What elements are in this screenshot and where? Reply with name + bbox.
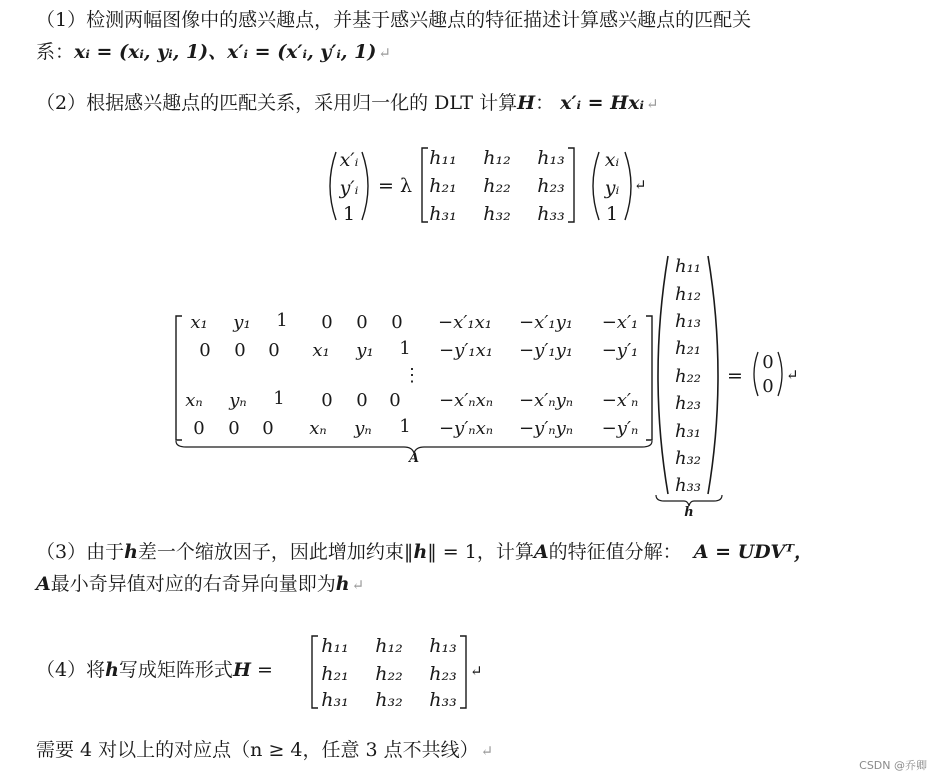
eq2-r2-c9: −y′₁ [601, 340, 639, 361]
eq1-eq: = λ [378, 175, 413, 197]
eq2-r3-c1: xₙ [185, 390, 203, 411]
step1-line2: 系：xᵢ = (xᵢ, yᵢ, 1)、x′ᵢ = (x′ᵢ, y′ᵢ, 1) ↵ [36, 41, 391, 63]
eq2-zero-right-paren [778, 352, 782, 396]
eq2-r4-c5: yₙ [354, 418, 372, 439]
eq1-return-mark: ↵ [634, 176, 647, 194]
eq1-matrix-right-bracket [568, 148, 574, 222]
eq2-r3-c9: −x′ₙ [601, 390, 639, 411]
eq3-m-21: h₂₁ [321, 663, 349, 685]
eq2-r2-c4: x₁ [312, 340, 330, 361]
eq2-r4-c4: xₙ [309, 418, 327, 439]
eq2-r3-c7: −x′ₙxₙ [438, 390, 494, 411]
eq1-m-13: h₁₃ [537, 147, 565, 169]
eq2-r2-c3: 0 [268, 340, 280, 361]
eq3-left-bracket [312, 636, 318, 708]
eq1-lhs-1: x′ᵢ [339, 149, 359, 171]
eq3-m-31: h₃₁ [321, 689, 349, 711]
eq3-m-32: h₃₂ [375, 689, 403, 711]
eq2-h-right-paren [708, 256, 718, 494]
eq2-r1-c3: 1 [276, 310, 288, 331]
eq2-r3-c2: yₙ [229, 390, 247, 411]
eq2-h-8: h₃₂ [674, 448, 702, 469]
eq2-r3-c4: 0 [321, 390, 333, 411]
eq2-h-1: h₁₁ [674, 256, 702, 277]
step3-line1: （3）由于h差一个缩放因子，因此增加约束‖h‖ = 1，计算A的特征值分解： A = UDVᵀ， [36, 541, 813, 563]
eq2-h-5: h₂₂ [674, 366, 702, 387]
eq2-r4-c6: 1 [399, 416, 411, 437]
eq1-m-23: h₂₃ [537, 175, 565, 197]
eq2-r4-c8: −y′ₙyₙ [518, 418, 574, 439]
eq2-h-6: h₂₃ [674, 393, 702, 414]
step1-line1: （1）检测两幅图像中的感兴趣点，并基于感兴趣点的特征描述计算感兴趣点的匹配关 [36, 9, 752, 31]
eq2-r3-c5: 0 [356, 390, 368, 411]
eq2-r1-c2: y₁ [233, 312, 251, 333]
eq3-m-13: h₁₃ [429, 635, 457, 657]
eq2-return-mark: ↵ [786, 366, 799, 384]
eq2-r4-c2: 0 [228, 418, 240, 439]
eq2-matrix-right-bracket [646, 316, 652, 440]
requirement-note: 需要 4 对以上的对应点（n ≥ 4，任意 3 点不共线） ↵ [36, 739, 494, 761]
eq1-m-11: h₁₁ [429, 147, 457, 169]
eq1-m-33: h₃₃ [537, 203, 565, 225]
eq2-vdots: ⋮ [403, 365, 421, 386]
eq2-matrix-left-bracket [176, 316, 182, 440]
eq2-r4-c7: −y′ₙxₙ [438, 418, 494, 439]
eq3-m-11: h₁₁ [321, 635, 349, 657]
eq3-m-22: h₂₂ [375, 663, 403, 685]
eq2-r2-c7: −y′₁x₁ [439, 340, 493, 361]
eq2-h-left-paren [658, 256, 668, 494]
eq2-r4-c3: 0 [262, 418, 274, 439]
csdn-watermark: CSDN @乔卿 [859, 759, 927, 772]
eq3-right-bracket [460, 636, 466, 708]
eq2-h-2: h₁₂ [674, 284, 702, 305]
eq1-m-21: h₂₁ [429, 175, 457, 197]
eq2-r4-c1: 0 [193, 418, 205, 439]
eq2-zero-2: 0 [762, 376, 774, 397]
eq1-m-32: h₃₂ [483, 203, 511, 225]
eq2-A-label: A [408, 451, 420, 466]
eq2-r2-c1: 0 [199, 340, 211, 361]
eq2-r4-c9: −y′ₙ [601, 418, 639, 439]
step2-formula: x′ᵢ = Hxᵢ [560, 92, 645, 114]
step3-formula: A = UDVᵀ， [693, 541, 813, 563]
eq2-zero-1: 0 [762, 352, 774, 373]
eq3-m-12: h₁₂ [375, 635, 403, 657]
eq2-h-label: h [684, 505, 694, 520]
eq2-eq: = [727, 365, 743, 387]
eq2-r3-c3: 1 [273, 388, 285, 409]
eq1-lhs-3: 1 [342, 203, 356, 225]
eq3-m-23: h₂₃ [429, 663, 457, 685]
eq1-m-12: h₁₂ [483, 147, 511, 169]
eq1-rhs-1: xᵢ [604, 149, 620, 171]
eq2-h-4: h₂₁ [674, 338, 702, 359]
eq2-h-3: h₁₃ [674, 311, 702, 332]
eq2-r2-c8: −y′₁y₁ [519, 340, 573, 361]
eq1-m-22: h₂₂ [483, 175, 511, 197]
eq2-r1-c7: −x′₁x₁ [438, 312, 492, 333]
eq1-rhs-3: 1 [605, 203, 619, 225]
eq1-lhs-2: y′ᵢ [339, 177, 359, 199]
eq1-m-31: h₃₁ [429, 203, 457, 225]
step1-formula: xᵢ = (xᵢ, yᵢ, 1)、x′ᵢ = (x′ᵢ, y′ᵢ, 1) [74, 41, 377, 63]
eq3-return-mark: ↵ [470, 662, 483, 680]
eq2-r3-c6: 0 [389, 390, 401, 411]
eq2-zero-left-paren [754, 352, 758, 396]
eq2-r1-c8: −x′₁y₁ [519, 312, 573, 333]
eq2-r1-c6: 0 [391, 312, 403, 333]
eq2-h-9: h₃₃ [674, 475, 702, 496]
eq2-r3-c8: −x′ₙyₙ [518, 390, 574, 411]
eq2-r2-c2: 0 [234, 340, 246, 361]
eq2-r2-c5: y₁ [356, 340, 374, 361]
eq2-r2-c6: 1 [399, 338, 411, 359]
eq2-h-7: h₃₁ [674, 421, 702, 442]
eq2-r1-c5: 0 [356, 312, 368, 333]
step3-line2: A最小奇异值对应的右奇异向量即为h ↵ [36, 573, 365, 595]
eq2-r1-c1: x₁ [190, 312, 208, 333]
step4-text: （4）将h写成矩阵形式H = [36, 659, 273, 681]
eq1-lhs-left-paren [330, 152, 336, 220]
eq1-rhs-2: yᵢ [604, 177, 620, 199]
eq2-r1-c9: −x′₁ [601, 312, 639, 333]
eq3-m-33: h₃₃ [429, 689, 457, 711]
eq1-matrix-left-bracket [422, 148, 428, 222]
eq1-rhs-left-paren [593, 152, 599, 220]
eq2-r1-c4: 0 [321, 312, 333, 333]
eq1-rhs-right-paren [625, 152, 631, 220]
step2-text: （2）根据感兴趣点的匹配关系，采用归一化的 DLT 计算H： x′ᵢ = Hxᵢ ↵ [36, 92, 659, 114]
eq1-lhs-right-paren [362, 152, 368, 220]
